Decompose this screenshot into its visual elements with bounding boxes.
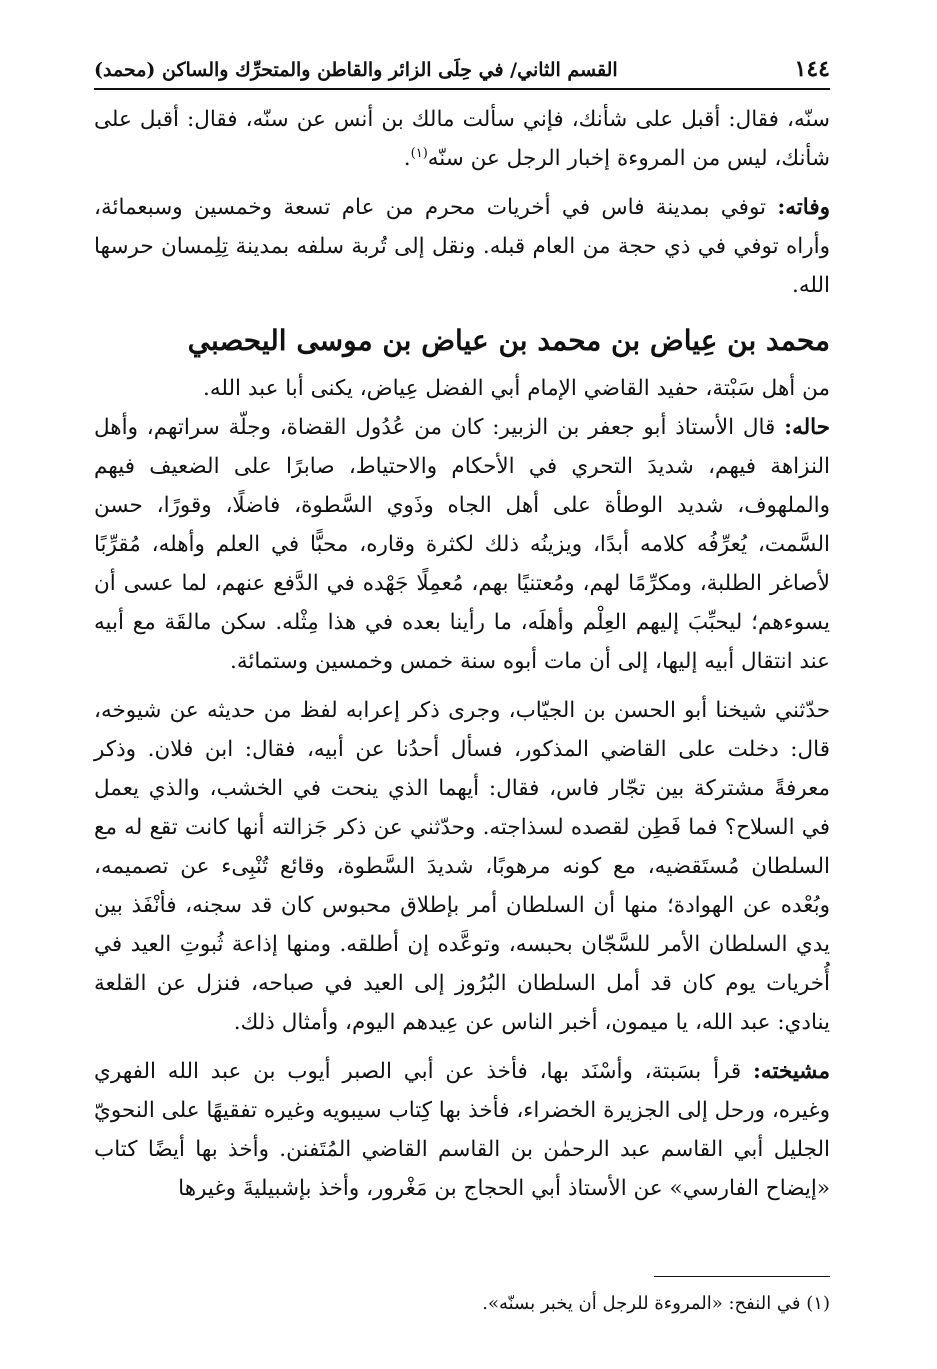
paragraph-haddathani: حدّثني شيخنا أبو الحسن بن الجيّاب، وجرى ذكر إعرابه لفظ من حديثه عن شيوخه، قال: دخلت على القاضي المذكور، فسأل أحدُنا عن أبيه، فقال: ابن فلان. وذكر معرفةً مشتركة بين تجّار فاس، فقال: أيهما الذي ينحت في الخشب، والذي يعمل في السلاح؟ فما فَطِن لقصده لسذاجته. وحدّثني عن ذكر جَزالته أنها كانت تقع له مع السلطان مُستَقضيه، مع كونه مرهوبًا، شديدَ السَّطوة، وقائع تُنْبِىء عن تصميمه، وبُعْده عن الهوادة؛ منها أن السلطان أمر بإطلاق محبوس كان قد سجنه، فأنْفَذ بين يدي السلطان الأمر للسَّجّان بحبسه، وتوعَّده إن أطلقه. ومنها إذاعة ثُبوتِ العيد في أُخريات يوم كان قد أمل السلطان البُرُوز إلى العيد في صباحه، فنزل عن القلعة ينادي: عبد الله، يا ميمون، أخبر الناس عن عِيدهم اليوم، وأمثال ذلك.: [94, 698, 830, 1035]
footnote-marker: (١): [806, 1293, 830, 1314]
paragraph-mashyakha: مشيخته: قرأ بسَبتة، وأسْنَد بها، فأخذ عن أبي الصبر أيوب بن عبد الله الفهري وغيره، ورحل إلى الجزيرة الخضراء، فأخذ بها كِتاب سيبويه وغيره تفقيهًا على النحويّ الجليل أبي القاسم عبد الرحمٰن بن القاسم القاضي المُتَفنن. وأخذ بها أيضًا كتاب «إيضاح الفارسي» عن الأستاذ أبي الحجاج بن مَغْرور، وأخذ بإشبيليةَ وغيرها: [94, 1059, 830, 1201]
paragraph-death: وفاته: توفي بمدينة فاس في أخريات محرم من عام تسعة وخمسين وسبعمائة، وأراه توفي في ذي حجة من العام قبله. ونقل إلى تُربة سلفه بمدينة تِلِمسان حرسها الله.: [94, 195, 830, 298]
footnote-rule: [654, 1276, 830, 1277]
footnote-text: في النفح: «المروءة للرجل أن يخبر بسنّه».: [482, 1293, 801, 1314]
lead-word: حاله:: [784, 415, 830, 440]
book-page: [94, 56, 830, 1218]
page-number: ١٤٤: [794, 56, 830, 82]
footnote: [482, 1290, 830, 1318]
running-header: [94, 56, 830, 90]
running-title: القسم الثاني/ في حِلَى الزائر والقاطن والمتحرِّك والساكن (محمد): [94, 59, 618, 81]
paragraph-continuation: سنّه، فقال: أقبل على شأنك، فإني سألت مالك بن أنس عن سنّه، فقال: أقبل على شأنك، ليس من المروءة إخبار الرجل عن سنّه$^{(١)}$.: [94, 107, 830, 171]
paragraph-hal: حاله: قال الأستاذ أبو جعفر بن الزبير: كان من عُدُول القضاة، وجلّة سراتهم، وأهل النزاهة فيهم، شديدَ التحري في الأحكام والاحتياط، صابرًا على الضعيف فيهم والملهوف، شديد الوطأة على أهل الجاه وذَوي السَّطوة، فاضلًا، وقورًا، حسن السَّمت، يُعرِّفُه كلامه أبدًا، ويزينُه ذلك لكثرة وقاره، محبًّا في العلم وأهله، مُقرِّبًا لأصاغر الطلبة، ومكرِّمًا لهم، ومُعتنيًا بهم، مُعمِلًا جَهْده في الدَّفع عنهم، لما عسى أن يسوءهم؛ ليحبِّبَ إليهم العِلْم وأهلَه، ما رأينا بعده في هذا مِثْله. سكن مالقَة مع أبيه عند انتقال أبيه إليها، إلى أن مات أبوه سنة خمس وخمسين وستمائة.: [94, 415, 830, 674]
lead-word: وفاته:: [777, 195, 830, 220]
main-text: [94, 100, 830, 1208]
lead-word: مشيخته:: [752, 1059, 830, 1084]
footnote-reference: (١): [410, 145, 428, 161]
section-heading: محمد بن عِياض بن محمد بن عياض بن موسى اليحصبي: [187, 324, 830, 357]
paragraph-intro: من أهل سَبْتة، حفيد القاضي الإمام أبي الفضل عِياض، يكنى أبا عبد الله.: [202, 376, 830, 401]
